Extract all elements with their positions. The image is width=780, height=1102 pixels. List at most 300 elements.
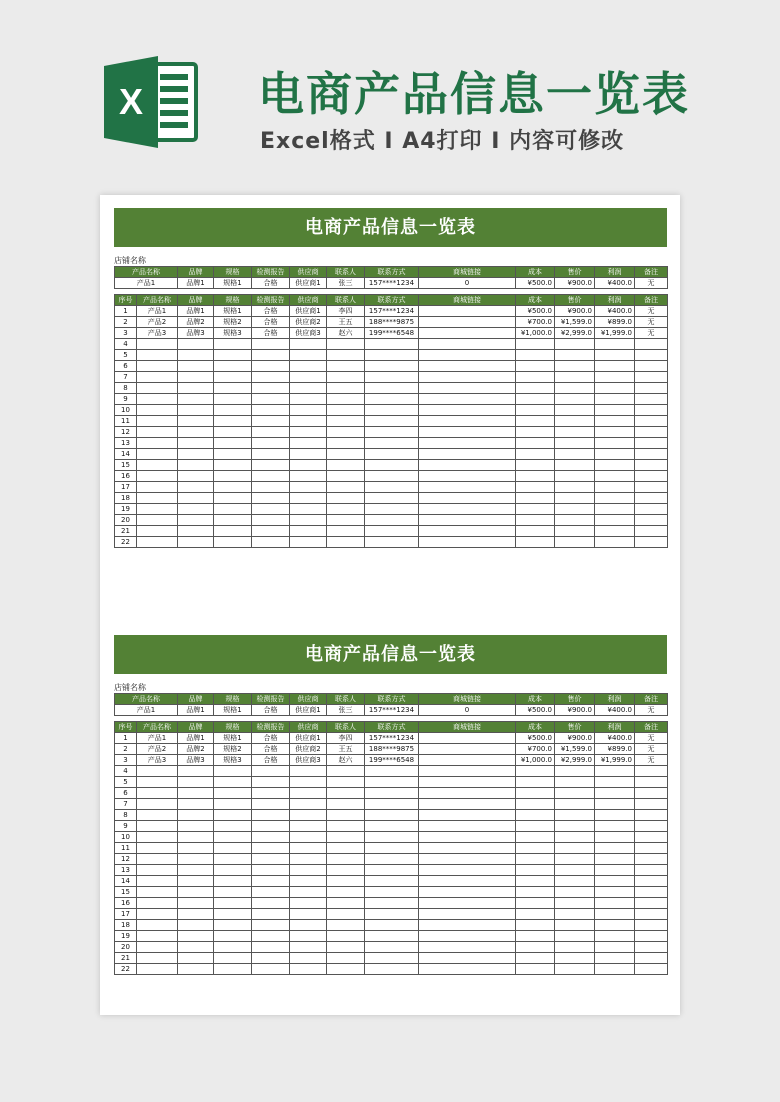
table-cell[interactable] xyxy=(327,427,365,438)
table-cell[interactable] xyxy=(214,350,252,361)
table-cell[interactable] xyxy=(419,964,516,975)
table-cell[interactable] xyxy=(252,537,290,548)
table-cell[interactable] xyxy=(635,339,668,350)
table-cell[interactable] xyxy=(178,515,214,526)
table-cell[interactable] xyxy=(290,515,327,526)
table-cell[interactable] xyxy=(178,537,214,548)
table-cell[interactable] xyxy=(419,931,516,942)
table-cell[interactable] xyxy=(635,920,668,931)
table-cell[interactable]: 199****6548 xyxy=(365,755,419,766)
table-cell[interactable] xyxy=(419,537,516,548)
table-cell[interactable]: 规格1 xyxy=(214,733,252,744)
table-cell[interactable] xyxy=(137,953,178,964)
table-cell[interactable] xyxy=(516,526,555,537)
table-cell[interactable] xyxy=(516,766,555,777)
table-cell[interactable] xyxy=(252,799,290,810)
table-cell[interactable] xyxy=(365,920,419,931)
table-cell[interactable] xyxy=(137,777,178,788)
table-cell[interactable] xyxy=(252,526,290,537)
table-cell[interactable]: 合格 xyxy=(252,733,290,744)
table-cell[interactable]: 21 xyxy=(115,953,137,964)
table-cell[interactable]: 规格3 xyxy=(214,755,252,766)
table-cell[interactable]: 品牌3 xyxy=(178,328,214,339)
summary-cell[interactable]: 产品1 xyxy=(115,278,178,289)
table-cell[interactable] xyxy=(214,964,252,975)
table-cell[interactable] xyxy=(419,372,516,383)
table-cell[interactable]: 21 xyxy=(115,526,137,537)
table-cell[interactable] xyxy=(516,876,555,887)
table-cell[interactable]: ¥899.0 xyxy=(595,744,635,755)
table-cell[interactable] xyxy=(365,394,419,405)
table-cell[interactable] xyxy=(365,909,419,920)
table-cell[interactable] xyxy=(419,427,516,438)
table-cell[interactable] xyxy=(214,953,252,964)
table-cell[interactable] xyxy=(178,449,214,460)
table-cell[interactable]: 赵六 xyxy=(327,328,365,339)
table-cell[interactable] xyxy=(419,328,516,339)
table-cell[interactable]: 10 xyxy=(115,832,137,843)
table-cell[interactable] xyxy=(555,372,595,383)
table-cell[interactable] xyxy=(178,799,214,810)
table-cell[interactable] xyxy=(252,865,290,876)
table-cell[interactable] xyxy=(516,504,555,515)
table-cell[interactable] xyxy=(290,777,327,788)
table-cell[interactable] xyxy=(327,777,365,788)
table-cell[interactable]: 8 xyxy=(115,383,137,394)
table-cell[interactable] xyxy=(137,537,178,548)
table-cell[interactable] xyxy=(214,515,252,526)
table-cell[interactable]: 18 xyxy=(115,493,137,504)
summary-cell[interactable]: 品牌1 xyxy=(178,278,214,289)
table-cell[interactable] xyxy=(419,339,516,350)
table-cell[interactable]: 供应商3 xyxy=(290,328,327,339)
table-cell[interactable] xyxy=(178,887,214,898)
table-cell[interactable] xyxy=(555,537,595,548)
table-cell[interactable]: 18 xyxy=(115,920,137,931)
table-cell[interactable] xyxy=(635,493,668,504)
table-cell[interactable]: 1 xyxy=(115,733,137,744)
table-cell[interactable]: 规格2 xyxy=(214,317,252,328)
table-cell[interactable] xyxy=(595,449,635,460)
table-cell[interactable] xyxy=(214,372,252,383)
table-cell[interactable] xyxy=(419,810,516,821)
table-cell[interactable] xyxy=(137,471,178,482)
table-cell[interactable] xyxy=(365,526,419,537)
table-cell[interactable] xyxy=(252,788,290,799)
table-cell[interactable] xyxy=(419,394,516,405)
table-cell[interactable] xyxy=(252,504,290,515)
table-cell[interactable] xyxy=(635,876,668,887)
table-cell[interactable] xyxy=(365,832,419,843)
table-cell[interactable] xyxy=(555,438,595,449)
table-cell[interactable]: 157****1234 xyxy=(365,733,419,744)
table-cell[interactable] xyxy=(635,449,668,460)
table-cell[interactable]: 9 xyxy=(115,394,137,405)
table-cell[interactable]: 规格2 xyxy=(214,744,252,755)
summary-cell[interactable]: 无 xyxy=(635,278,668,289)
table-cell[interactable] xyxy=(178,394,214,405)
table-cell[interactable] xyxy=(252,766,290,777)
table-cell[interactable] xyxy=(290,416,327,427)
table-cell[interactable] xyxy=(635,821,668,832)
table-cell[interactable] xyxy=(595,953,635,964)
table-cell[interactable] xyxy=(555,766,595,777)
table-cell[interactable]: 14 xyxy=(115,876,137,887)
table-cell[interactable]: 15 xyxy=(115,460,137,471)
table-cell[interactable] xyxy=(595,537,635,548)
table-cell[interactable]: 产品1 xyxy=(137,306,178,317)
table-cell[interactable] xyxy=(595,438,635,449)
table-cell[interactable] xyxy=(555,898,595,909)
table-cell[interactable] xyxy=(516,372,555,383)
table-cell[interactable] xyxy=(178,493,214,504)
table-cell[interactable] xyxy=(214,931,252,942)
table-cell[interactable] xyxy=(290,504,327,515)
table-cell[interactable] xyxy=(635,799,668,810)
table-cell[interactable] xyxy=(419,350,516,361)
table-cell[interactable]: 无 xyxy=(635,744,668,755)
table-cell[interactable] xyxy=(290,964,327,975)
table-cell[interactable] xyxy=(635,504,668,515)
table-cell[interactable] xyxy=(214,788,252,799)
table-cell[interactable] xyxy=(214,942,252,953)
table-cell[interactable] xyxy=(137,898,178,909)
table-cell[interactable]: ¥1,000.0 xyxy=(516,328,555,339)
table-cell[interactable]: 1 xyxy=(115,306,137,317)
table-cell[interactable] xyxy=(555,504,595,515)
table-cell[interactable] xyxy=(178,350,214,361)
table-cell[interactable] xyxy=(252,482,290,493)
table-cell[interactable] xyxy=(290,405,327,416)
table-cell[interactable] xyxy=(252,493,290,504)
table-cell[interactable]: 11 xyxy=(115,843,137,854)
table-cell[interactable] xyxy=(635,537,668,548)
table-cell[interactable] xyxy=(635,810,668,821)
table-cell[interactable] xyxy=(252,920,290,931)
table-cell[interactable]: 王五 xyxy=(327,317,365,328)
table-cell[interactable] xyxy=(516,438,555,449)
table-cell[interactable] xyxy=(327,504,365,515)
table-cell[interactable] xyxy=(214,427,252,438)
table-cell[interactable] xyxy=(290,383,327,394)
table-cell[interactable] xyxy=(555,920,595,931)
table-cell[interactable] xyxy=(137,460,178,471)
table-cell[interactable] xyxy=(635,405,668,416)
table-cell[interactable] xyxy=(252,843,290,854)
table-cell[interactable] xyxy=(419,460,516,471)
table-cell[interactable] xyxy=(178,953,214,964)
table-cell[interactable] xyxy=(555,821,595,832)
table-cell[interactable]: 13 xyxy=(115,438,137,449)
table-cell[interactable] xyxy=(365,788,419,799)
table-cell[interactable] xyxy=(516,405,555,416)
table-cell[interactable] xyxy=(214,821,252,832)
table-cell[interactable]: 6 xyxy=(115,788,137,799)
table-cell[interactable] xyxy=(178,427,214,438)
table-cell[interactable] xyxy=(327,909,365,920)
table-cell[interactable] xyxy=(555,427,595,438)
table-cell[interactable] xyxy=(365,537,419,548)
table-cell[interactable] xyxy=(214,876,252,887)
table-cell[interactable] xyxy=(365,865,419,876)
table-cell[interactable] xyxy=(327,493,365,504)
table-cell[interactable]: 供应商3 xyxy=(290,755,327,766)
table-cell[interactable] xyxy=(635,350,668,361)
table-cell[interactable] xyxy=(555,931,595,942)
table-cell[interactable]: 4 xyxy=(115,339,137,350)
table-cell[interactable] xyxy=(327,460,365,471)
table-cell[interactable] xyxy=(635,942,668,953)
table-cell[interactable] xyxy=(214,920,252,931)
table-cell[interactable] xyxy=(419,317,516,328)
table-cell[interactable]: 10 xyxy=(115,405,137,416)
table-cell[interactable] xyxy=(365,493,419,504)
table-cell[interactable] xyxy=(555,777,595,788)
table-cell[interactable] xyxy=(214,504,252,515)
table-cell[interactable] xyxy=(137,394,178,405)
table-cell[interactable] xyxy=(595,865,635,876)
table-cell[interactable] xyxy=(555,460,595,471)
table-cell[interactable] xyxy=(137,964,178,975)
table-cell[interactable]: ¥500.0 xyxy=(516,306,555,317)
table-cell[interactable]: 5 xyxy=(115,777,137,788)
table-cell[interactable] xyxy=(252,339,290,350)
table-cell[interactable] xyxy=(214,416,252,427)
table-cell[interactable] xyxy=(516,416,555,427)
table-cell[interactable] xyxy=(555,449,595,460)
table-cell[interactable]: 6 xyxy=(115,361,137,372)
table-cell[interactable] xyxy=(252,438,290,449)
table-cell[interactable] xyxy=(137,876,178,887)
table-cell[interactable] xyxy=(327,876,365,887)
table-cell[interactable] xyxy=(290,449,327,460)
table-cell[interactable] xyxy=(137,482,178,493)
table-cell[interactable] xyxy=(419,854,516,865)
table-cell[interactable] xyxy=(516,909,555,920)
table-cell[interactable] xyxy=(327,449,365,460)
table-cell[interactable] xyxy=(516,339,555,350)
table-cell[interactable] xyxy=(214,854,252,865)
table-cell[interactable] xyxy=(252,460,290,471)
table-cell[interactable] xyxy=(595,504,635,515)
table-cell[interactable] xyxy=(214,898,252,909)
table-cell[interactable] xyxy=(178,416,214,427)
table-cell[interactable] xyxy=(555,953,595,964)
table-cell[interactable] xyxy=(327,942,365,953)
table-cell[interactable]: ¥1,599.0 xyxy=(555,317,595,328)
table-cell[interactable] xyxy=(516,427,555,438)
table-cell[interactable]: 14 xyxy=(115,449,137,460)
table-cell[interactable] xyxy=(365,449,419,460)
table-cell[interactable] xyxy=(178,383,214,394)
table-cell[interactable] xyxy=(252,350,290,361)
table-cell[interactable] xyxy=(327,788,365,799)
table-cell[interactable] xyxy=(555,350,595,361)
table-cell[interactable] xyxy=(327,865,365,876)
table-cell[interactable] xyxy=(290,361,327,372)
table-cell[interactable]: 品牌1 xyxy=(178,306,214,317)
table-cell[interactable] xyxy=(214,865,252,876)
table-cell[interactable] xyxy=(290,799,327,810)
table-cell[interactable] xyxy=(516,854,555,865)
table-cell[interactable] xyxy=(635,766,668,777)
table-cell[interactable] xyxy=(214,339,252,350)
table-cell[interactable] xyxy=(327,953,365,964)
table-cell[interactable] xyxy=(290,942,327,953)
table-cell[interactable] xyxy=(252,372,290,383)
table-cell[interactable] xyxy=(419,504,516,515)
summary-cell[interactable]: ¥400.0 xyxy=(595,278,635,289)
table-cell[interactable]: 16 xyxy=(115,471,137,482)
table-cell[interactable] xyxy=(214,471,252,482)
table-cell[interactable]: 17 xyxy=(115,909,137,920)
table-cell[interactable]: 16 xyxy=(115,898,137,909)
table-cell[interactable] xyxy=(595,810,635,821)
table-cell[interactable] xyxy=(419,887,516,898)
table-cell[interactable] xyxy=(178,372,214,383)
table-cell[interactable]: 20 xyxy=(115,515,137,526)
table-cell[interactable] xyxy=(516,482,555,493)
table-cell[interactable] xyxy=(516,964,555,975)
table-cell[interactable] xyxy=(252,416,290,427)
table-cell[interactable] xyxy=(516,931,555,942)
table-cell[interactable]: 产品3 xyxy=(137,755,178,766)
table-cell[interactable] xyxy=(555,361,595,372)
table-cell[interactable] xyxy=(327,832,365,843)
table-cell[interactable] xyxy=(365,416,419,427)
table-cell[interactable] xyxy=(178,766,214,777)
table-cell[interactable] xyxy=(419,306,516,317)
table-cell[interactable] xyxy=(290,843,327,854)
table-cell[interactable] xyxy=(178,788,214,799)
table-cell[interactable] xyxy=(516,777,555,788)
table-cell[interactable] xyxy=(178,471,214,482)
table-cell[interactable]: 19 xyxy=(115,931,137,942)
table-cell[interactable] xyxy=(635,887,668,898)
table-cell[interactable]: ¥900.0 xyxy=(555,306,595,317)
table-cell[interactable] xyxy=(516,350,555,361)
table-cell[interactable] xyxy=(595,361,635,372)
table-cell[interactable]: ¥400.0 xyxy=(595,733,635,744)
summary-cell[interactable]: 张三 xyxy=(327,705,365,716)
table-cell[interactable] xyxy=(252,832,290,843)
table-cell[interactable] xyxy=(178,898,214,909)
table-cell[interactable] xyxy=(516,537,555,548)
table-cell[interactable] xyxy=(365,953,419,964)
table-cell[interactable] xyxy=(555,909,595,920)
table-cell[interactable]: 7 xyxy=(115,372,137,383)
table-cell[interactable]: 157****1234 xyxy=(365,306,419,317)
table-cell[interactable] xyxy=(595,405,635,416)
table-cell[interactable] xyxy=(178,876,214,887)
table-cell[interactable]: ¥1,599.0 xyxy=(555,744,595,755)
table-cell[interactable] xyxy=(555,515,595,526)
table-cell[interactable] xyxy=(290,821,327,832)
table-cell[interactable] xyxy=(252,887,290,898)
table-cell[interactable] xyxy=(178,526,214,537)
table-cell[interactable] xyxy=(635,471,668,482)
table-cell[interactable] xyxy=(595,931,635,942)
table-cell[interactable] xyxy=(214,394,252,405)
table-cell[interactable]: 17 xyxy=(115,482,137,493)
table-cell[interactable] xyxy=(595,515,635,526)
table-cell[interactable]: 李四 xyxy=(327,733,365,744)
table-cell[interactable] xyxy=(365,777,419,788)
table-cell[interactable]: 合格 xyxy=(252,744,290,755)
table-cell[interactable]: 5 xyxy=(115,350,137,361)
table-cell[interactable] xyxy=(290,766,327,777)
table-cell[interactable] xyxy=(419,953,516,964)
table-cell[interactable] xyxy=(419,471,516,482)
summary-cell[interactable]: 规格1 xyxy=(214,278,252,289)
summary-cell[interactable]: ¥500.0 xyxy=(516,705,555,716)
table-cell[interactable] xyxy=(327,537,365,548)
table-cell[interactable] xyxy=(555,416,595,427)
table-cell[interactable] xyxy=(595,843,635,854)
table-cell[interactable] xyxy=(555,339,595,350)
table-cell[interactable] xyxy=(365,766,419,777)
table-cell[interactable] xyxy=(327,394,365,405)
table-cell[interactable] xyxy=(327,526,365,537)
table-cell[interactable] xyxy=(178,460,214,471)
table-cell[interactable] xyxy=(178,339,214,350)
table-cell[interactable] xyxy=(365,821,419,832)
table-cell[interactable]: 20 xyxy=(115,942,137,953)
table-cell[interactable] xyxy=(252,876,290,887)
table-cell[interactable] xyxy=(365,339,419,350)
summary-cell[interactable]: 157****1234 xyxy=(365,705,419,716)
table-cell[interactable] xyxy=(252,515,290,526)
table-cell[interactable]: 11 xyxy=(115,416,137,427)
summary-cell[interactable]: 0 xyxy=(419,278,516,289)
table-cell[interactable] xyxy=(290,931,327,942)
table-cell[interactable]: 2 xyxy=(115,317,137,328)
table-cell[interactable] xyxy=(635,427,668,438)
table-cell[interactable] xyxy=(555,964,595,975)
table-cell[interactable] xyxy=(290,788,327,799)
table-cell[interactable] xyxy=(419,733,516,744)
table-cell[interactable] xyxy=(516,515,555,526)
table-cell[interactable] xyxy=(365,898,419,909)
table-cell[interactable] xyxy=(290,832,327,843)
table-cell[interactable] xyxy=(365,799,419,810)
table-cell[interactable]: 13 xyxy=(115,865,137,876)
table-cell[interactable] xyxy=(595,766,635,777)
table-cell[interactable]: ¥2,999.0 xyxy=(555,755,595,766)
table-cell[interactable] xyxy=(595,427,635,438)
table-cell[interactable] xyxy=(635,953,668,964)
table-cell[interactable] xyxy=(214,832,252,843)
table-cell[interactable] xyxy=(595,372,635,383)
table-cell[interactable]: 供应商1 xyxy=(290,306,327,317)
table-cell[interactable] xyxy=(516,832,555,843)
table-cell[interactable]: 188****9875 xyxy=(365,317,419,328)
table-cell[interactable] xyxy=(290,339,327,350)
summary-cell[interactable]: 无 xyxy=(635,705,668,716)
table-cell[interactable]: ¥1,999.0 xyxy=(595,328,635,339)
table-cell[interactable] xyxy=(635,438,668,449)
table-cell[interactable] xyxy=(419,526,516,537)
table-cell[interactable] xyxy=(137,504,178,515)
table-cell[interactable] xyxy=(419,920,516,931)
table-cell[interactable] xyxy=(595,788,635,799)
table-cell[interactable] xyxy=(290,394,327,405)
table-cell[interactable] xyxy=(137,427,178,438)
table-cell[interactable]: 4 xyxy=(115,766,137,777)
table-cell[interactable] xyxy=(419,416,516,427)
table-cell[interactable] xyxy=(555,788,595,799)
table-cell[interactable] xyxy=(214,405,252,416)
